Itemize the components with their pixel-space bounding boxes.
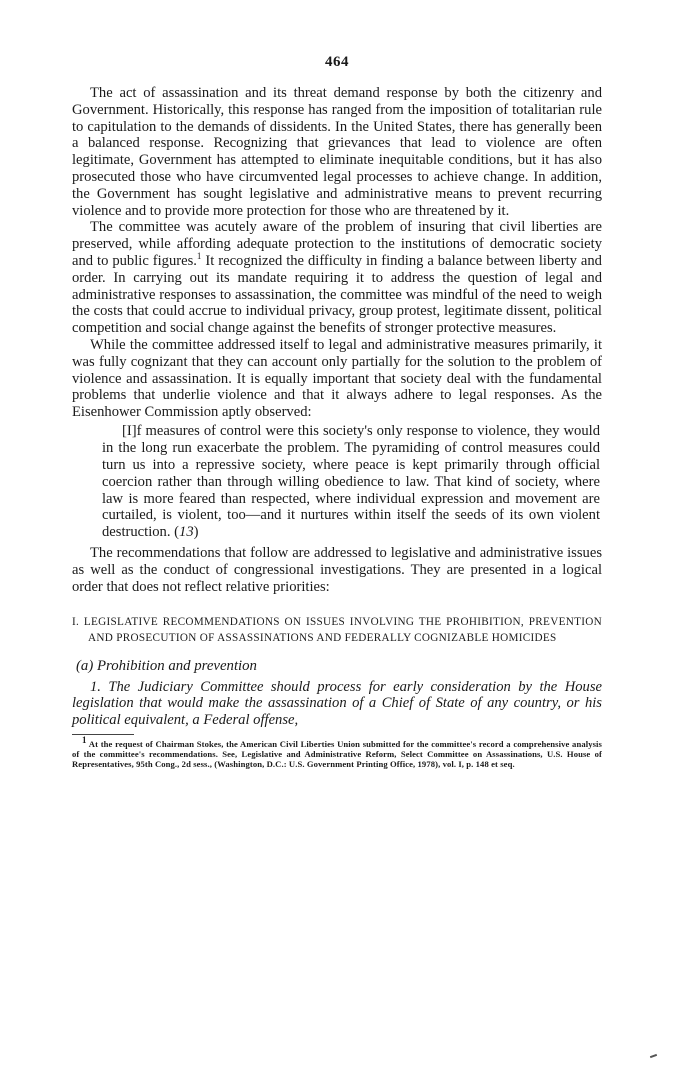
eisenhower-commission-quote <box>102 423 600 541</box>
recommendation-1: 1. The Judiciary Committee should process for early consideration by the House legislation that would make the assassination of a Chief of State of any country, or his political equivalent, a Federal offense, <box>72 678 602 729</box>
footnote-reference: 1 <box>196 251 202 262</box>
paragraph-assassination-response: The act of assassination and its threat demand response by both the citizenry and Government. Historically, this response has ranged from the imposition of totalitarian rule to capitulation to the demands of dissidents. In the United States, there has generally been a balanced response. Recognizing that grievances that lead to violence are often legitimate, Government has attempted to eliminate inequitable conditions, but it has also prosecuted those who have circumvented legal processes to achieve change. In addition, the Government has sought legislative and administrative means to prevent recurring violence and to provide more protection for those who are threatened by it. <box>72 85 602 219</box>
subsection-heading: (a) Prohibition and prevention <box>76 657 257 674</box>
footnote-marker: 1 <box>82 735 87 746</box>
page-number: 464 <box>325 54 349 70</box>
paragraph-recommendations-intro: The recommendations that follow are addressed to legislative and administrative issues as well as the conduct of congressional investigations. They are presented in a logical order that does not reflect relative priorities: <box>72 545 602 595</box>
document-page <box>72 54 602 769</box>
quote-citation-number: 13 <box>179 524 194 541</box>
paragraph-legal-measures: While the committee addressed itself to legal and administrative measures primarily, it was fully cognizant that they can account only partially for the solution to the problem of violence and assassination. It is equally important that society deal with the fundamental problems that underlie violence and that it always adhere to legal responses. As the Eisenhower Commission aptly observed: <box>72 336 602 421</box>
quote-cite-open: ( <box>170 524 180 541</box>
paragraph-civil-liberties <box>72 219 602 337</box>
quote-text: [I]f measures of control were this society's only response to violence, they would in the long run exacerbate the problem. The pyramiding of control measures could turn us into a repressive society, where peace is kept primarily through official coercion rather than through willing obedience to law. That kind of society, where law is more feared than respected, where individual expression and movement are curtailed, is violent, too—and it nurtures within itself the seeds of its own violent destruction. <box>102 422 600 541</box>
paragraph-civil-liberties-continued: It recognized the difficulty in finding a balance between liberty and order. In carrying out its mandate requiring it to address the question of legal and administrative responses to assassination, the committee was mindful of the need to weigh the costs that could accrue to individual privacy, group protest, legitimate dissent, political competition and social change against the benefits of stronger protective measures. <box>72 252 602 337</box>
footnote-text: At the request of Chairman Stokes, the American Civil Liberties Union submitted for the committee's record a comprehensive analysis of the committee's recommendations. See, Legislative and Administrative Reform, Select Committee on Assassinations, U.S. House of Representatives, 95th Cong., 2d sess., (Washington, D.C.: U.S. Government Printing Office, 1978), vol. I, p. 148 et seq. <box>72 739 602 770</box>
footnote <box>72 735 602 770</box>
paragraph-civil-liberties-text: The committee was acutely aware of the problem of insuring that civil liberties are preserved, while affording adequate protection to the institutions of democratic society and to public figures. <box>72 219 602 269</box>
scan-mark <box>650 1054 657 1058</box>
quote-cite-close: ) <box>193 524 199 541</box>
section-heading: I. LEGISLATIVE RECOMMENDATIONS ON ISSUES INVOLVING THE PROHIBITION, PREVENTION AND PROSECUTION OF ASSASSINATIONS AND FEDERALLY COGNIZABLE HOMICIDES <box>72 615 602 644</box>
